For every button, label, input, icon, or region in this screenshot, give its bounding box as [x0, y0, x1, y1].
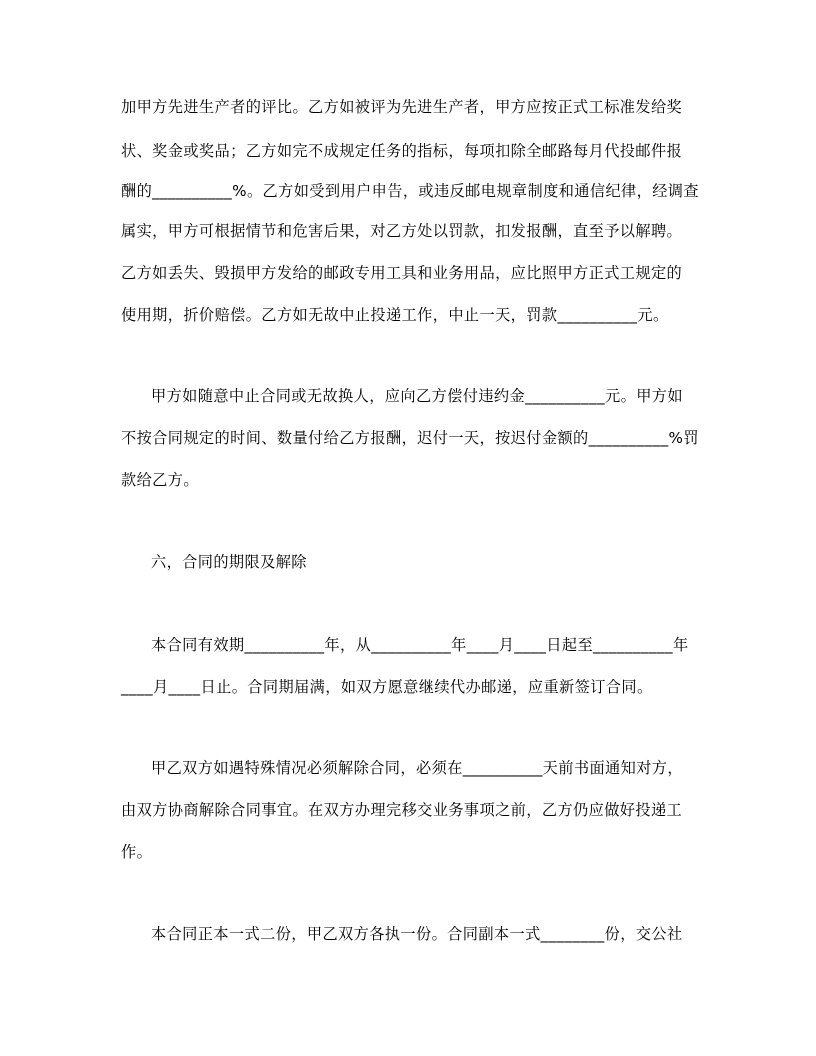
paragraph-line: 乙方如丢失、毁损甲方发给的邮政专用工具和业务用品，应比照甲方正式工规定的	[121, 264, 683, 282]
paragraph-line: 款给乙方。	[121, 471, 199, 489]
section-heading: 六，合同的期限及解除	[151, 553, 307, 571]
paragraph-line: 不按合同规定的时间、数量付给乙方报酬，迟付一天，按迟付金额的__________%罚	[121, 429, 699, 447]
paragraph-line: 本合同正本一式二份，甲乙双方各执一份。合同副本一式________份，交公社	[151, 925, 683, 943]
paragraph-line: 酬的__________%。乙方如受到用户申告，或违反邮电规章制度和通信纪律，经调查	[121, 182, 699, 200]
paragraph-line: ____月____日止。合同期届满，如双方愿意继续代办邮递，应重新签订合同。	[121, 678, 653, 696]
paragraph-line: 本合同有效期__________年，从__________年____月____日起至__________年	[151, 636, 689, 654]
paragraph-line: 属实，甲方可根据情节和危害后果，对乙方处以罚款，扣发报酬，直至予以解聘。	[121, 222, 683, 240]
paragraph-line: 由双方协商解除合同事宜。在双方办理完移交业务事项之前，乙方仍应做好投递工	[121, 801, 683, 819]
paragraph-line: 作。	[121, 843, 153, 861]
paragraph-line: 使用期，折价赔偿。乙方如无故中止投递工作，中止一天，罚款__________元。	[121, 306, 669, 324]
paragraph-line: 加甲方先进生产者的评比。乙方如被评为先进生产者，甲方应按正式工标准发给奖	[121, 98, 683, 116]
paragraph-line: 甲乙双方如遇特殊情况必须解除合同，必须在__________天前书面通知对方，	[151, 759, 683, 777]
paragraph-line: 状、奖金或奖品；乙方如完不成规定任务的指标，每项扣除全邮路每月代投邮件报	[121, 142, 683, 160]
paragraph-line: 甲方如随意中止合同或无故换人，应向乙方偿付违约金__________元。甲方如	[151, 387, 683, 405]
